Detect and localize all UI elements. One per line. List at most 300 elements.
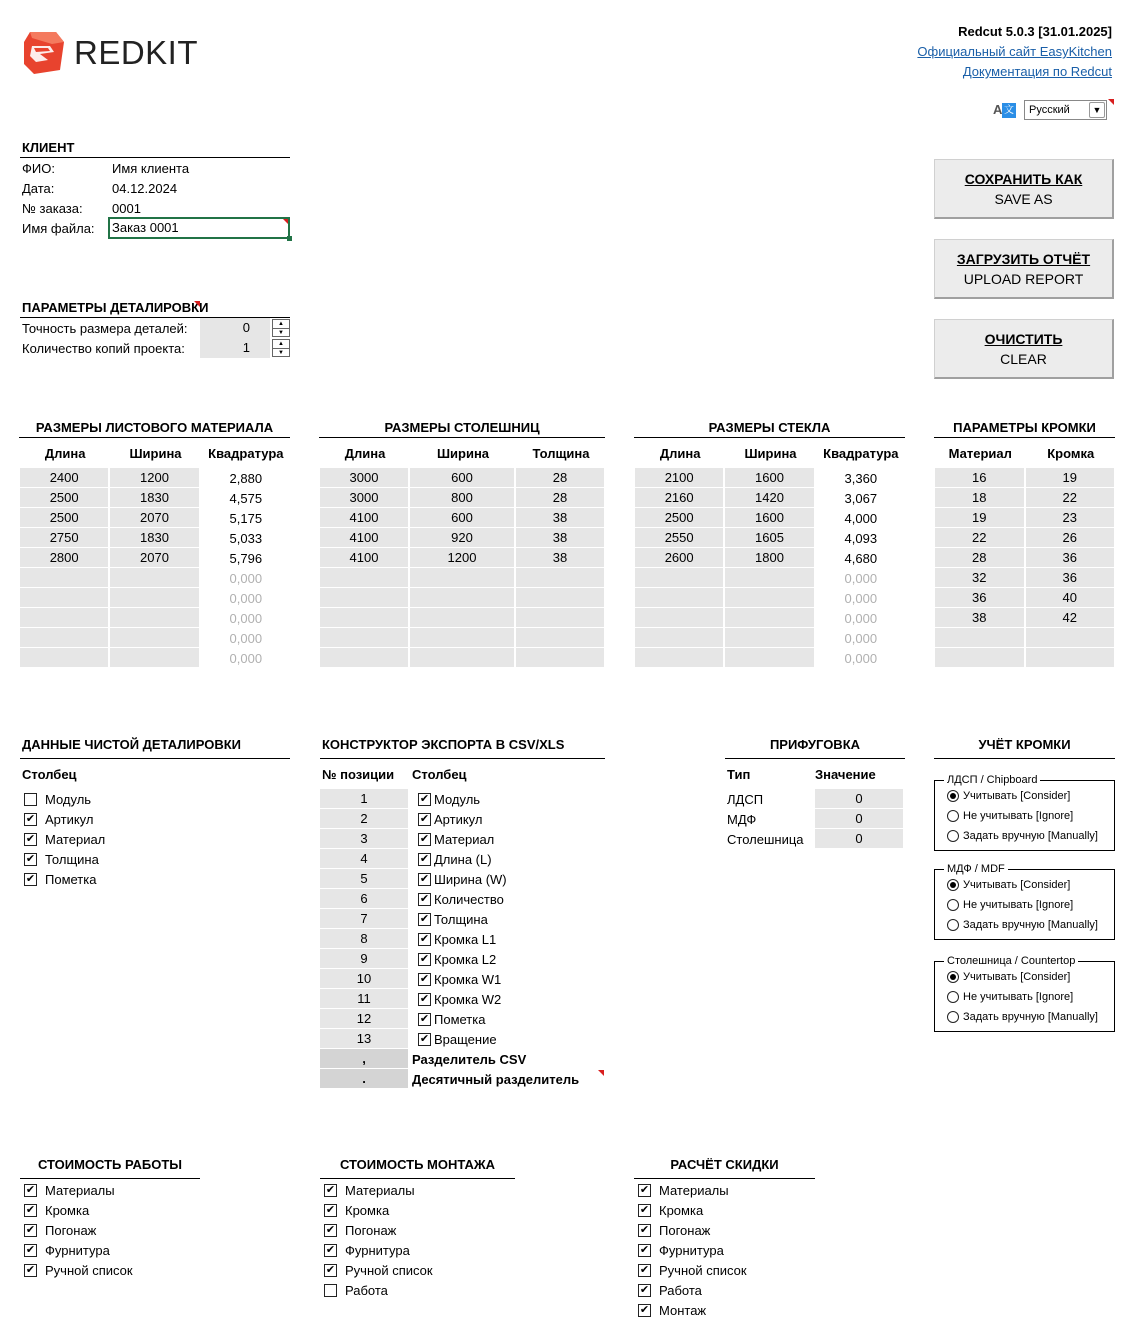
table-cell[interactable]	[320, 628, 410, 648]
table-cell[interactable]	[20, 588, 110, 608]
header-column: Столбец	[412, 767, 467, 782]
position-cell[interactable]: 6	[320, 889, 408, 909]
clear-button[interactable]	[934, 319, 1114, 379]
table-cell[interactable]: 1600	[725, 468, 815, 488]
table-row	[320, 468, 606, 488]
table-cell[interactable]: 1830	[110, 488, 200, 508]
export-row	[320, 1029, 605, 1049]
checkbox-checked-icon[interactable]: ✔	[25, 1263, 36, 1276]
label: № заказа:	[22, 200, 83, 216]
table-cell[interactable]: 2550	[635, 528, 725, 548]
export-checkbox[interactable]	[418, 852, 492, 867]
label: Имя файла:	[22, 220, 95, 236]
table-cell[interactable]: 36	[1026, 568, 1117, 588]
table-cell[interactable]: 2500	[20, 488, 110, 508]
table-row	[935, 628, 1116, 648]
export-checkbox[interactable]	[418, 912, 488, 927]
button-label-en: SAVE AS	[994, 190, 1053, 207]
export-checkbox[interactable]	[418, 792, 480, 807]
table-cell[interactable]	[516, 568, 606, 588]
table-cell[interactable]: 22	[935, 528, 1026, 548]
table-cell[interactable]: 2600	[635, 548, 725, 568]
table-row	[935, 508, 1116, 528]
table-cell[interactable]	[516, 608, 606, 628]
checkbox-checked-icon[interactable]: ✔	[25, 1203, 36, 1216]
checkbox-item[interactable]	[324, 1200, 515, 1220]
table-row	[20, 548, 291, 568]
table-row	[935, 488, 1116, 508]
position-cell[interactable]: 13	[320, 1029, 408, 1049]
spin-down-icon[interactable]: ▼	[278, 330, 284, 336]
checkbox-checked-icon[interactable]: ✔	[419, 1012, 430, 1025]
checkbox-checked-icon[interactable]: ✔	[25, 812, 36, 825]
checkbox-checked-icon[interactable]: ✔	[419, 952, 430, 965]
table-cell[interactable]: 4100	[320, 528, 410, 548]
checkbox-item[interactable]	[324, 1280, 515, 1300]
filename-value: Заказ 0001	[112, 220, 179, 235]
table-cell[interactable]: 2160	[635, 488, 725, 508]
checkbox-item[interactable]	[638, 1260, 815, 1280]
edge-params-section	[934, 420, 1115, 668]
checkbox-checked-icon[interactable]: ✔	[25, 1183, 36, 1196]
radio-option[interactable]	[947, 967, 1114, 987]
radio-label: Не учитывать [Ignore]	[963, 899, 1074, 911]
checkbox-item[interactable]	[24, 1240, 200, 1260]
checkbox-label: Материалы	[659, 1182, 729, 1198]
table-cell[interactable]: 1830	[110, 528, 200, 548]
table-cell[interactable]	[110, 608, 200, 628]
checkbox-item[interactable]	[24, 1220, 200, 1240]
table-cell[interactable]: 2070	[110, 548, 200, 568]
table-cell[interactable]	[320, 568, 410, 588]
radio-option[interactable]	[947, 895, 1114, 915]
table-cell[interactable]	[320, 608, 410, 628]
table-cell[interactable]: 1200	[110, 468, 200, 488]
radio-unselected-icon[interactable]	[947, 991, 959, 1003]
checkbox-checked-icon[interactable]: ✔	[639, 1283, 650, 1296]
table-cell: 5,033	[229, 530, 263, 546]
header-value: Значение	[815, 767, 876, 782]
checkbox-unchecked-icon[interactable]	[24, 793, 37, 806]
table-cell[interactable]	[320, 648, 410, 668]
checkbox-checked-icon[interactable]: ✔	[419, 792, 430, 805]
table-cell[interactable]: 2750	[20, 528, 110, 548]
checkbox-label: Кромка	[45, 1202, 90, 1218]
checkbox-checked-icon[interactable]: ✔	[25, 1223, 36, 1236]
table-cell[interactable]: 1605	[725, 528, 815, 548]
position-cell[interactable]: 2	[320, 809, 408, 829]
position-cell[interactable]: 1	[320, 789, 408, 809]
table-cell[interactable]: 23	[1026, 508, 1117, 528]
table-cell[interactable]: 2400	[20, 468, 110, 488]
checkbox-item[interactable]	[24, 789, 290, 809]
order-number-row	[22, 198, 290, 218]
filename-input[interactable]	[108, 217, 290, 239]
countertop-sizes-table	[320, 438, 606, 668]
radio-unselected-icon[interactable]	[947, 1011, 959, 1023]
position-cell[interactable]: 4	[320, 849, 408, 869]
checkbox-item[interactable]	[324, 1180, 515, 1200]
install-cost-section	[320, 1156, 515, 1300]
table-cell[interactable]	[635, 628, 725, 648]
checkbox-item[interactable]	[24, 1260, 200, 1280]
table-cell[interactable]: 600	[410, 468, 516, 488]
sheet-sizes-table	[20, 438, 291, 668]
radio-label: Не учитывать [Ignore]	[963, 991, 1074, 1003]
table-cell[interactable]	[1026, 628, 1117, 648]
group-legend: МДФ / MDF	[947, 863, 1005, 875]
checkbox-checked-icon[interactable]: ✔	[419, 852, 430, 865]
position-cell[interactable]: 8	[320, 929, 408, 949]
export-checkbox[interactable]	[418, 872, 507, 887]
spin-up-icon[interactable]: ▲	[273, 320, 289, 329]
export-row	[320, 909, 605, 929]
table-row	[20, 568, 291, 588]
table-cell[interactable]: 38	[516, 528, 606, 548]
table-cell[interactable]: 2100	[635, 468, 725, 488]
table-cell[interactable]	[410, 648, 516, 668]
spin-down-icon[interactable]: ▼	[278, 350, 284, 356]
table-cell[interactable]: 16	[935, 468, 1026, 488]
checkbox-checked-icon[interactable]: ✔	[419, 992, 430, 1005]
radio-unselected-icon[interactable]	[947, 919, 959, 931]
radio-label: Учитывать [Consider]	[963, 790, 1071, 802]
checkbox-item[interactable]	[638, 1240, 815, 1260]
checkbox-label: Кромка W2	[434, 991, 502, 1007]
prifugovka-row	[725, 809, 905, 829]
table-cell[interactable]	[20, 628, 110, 648]
header-position: № позиции	[322, 767, 395, 782]
client-section	[20, 140, 290, 238]
column-header: Квадратура	[823, 445, 899, 461]
checkbox-checked-icon[interactable]: ✔	[419, 832, 430, 845]
checkbox-item[interactable]	[24, 1180, 200, 1200]
client-date-value[interactable]: 04.12.2024	[112, 180, 178, 196]
table-cell[interactable]	[725, 648, 815, 668]
position-cell[interactable]: 3	[320, 829, 408, 849]
checkbox-label: Пометка	[45, 871, 97, 887]
checkbox-checked-icon[interactable]: ✔	[325, 1183, 336, 1196]
position-cell[interactable]: 9	[320, 949, 408, 969]
checkbox-item[interactable]	[638, 1280, 815, 1300]
table-cell[interactable]	[935, 648, 1026, 668]
column-header: Ширина	[436, 445, 490, 461]
table-cell[interactable]: 3000	[320, 468, 410, 488]
checkbox-checked-icon[interactable]: ✔	[419, 872, 430, 885]
export-checkbox[interactable]	[418, 1012, 485, 1027]
table-cell[interactable]: 26	[1026, 528, 1117, 548]
table-cell[interactable]	[635, 568, 725, 588]
checkbox-label: Работа	[659, 1282, 702, 1298]
value-cell[interactable]: 0	[815, 809, 903, 829]
fill-handle[interactable]	[287, 236, 292, 241]
upload-report-button[interactable]	[934, 239, 1114, 299]
table-cell[interactable]: 36	[935, 588, 1026, 608]
table-cell[interactable]	[110, 648, 200, 668]
table-cell[interactable]: 1420	[725, 488, 815, 508]
table-cell[interactable]	[516, 588, 606, 608]
checkbox-item[interactable]	[638, 1180, 815, 1200]
table-cell[interactable]: 28	[516, 468, 606, 488]
table-cell[interactable]: 800	[410, 488, 516, 508]
export-checkbox[interactable]	[418, 812, 482, 827]
table-cell[interactable]: 920	[410, 528, 516, 548]
table-cell[interactable]	[410, 628, 516, 648]
export-checkbox[interactable]	[418, 832, 494, 847]
edge-group	[934, 774, 1115, 851]
table-cell[interactable]: 600	[410, 508, 516, 528]
filename-row	[22, 218, 290, 238]
table-cell[interactable]: 28	[935, 548, 1026, 568]
checkbox-checked-icon[interactable]: ✔	[25, 1243, 36, 1256]
separator-label: Десятичный разделитель	[412, 1071, 580, 1087]
checkbox-checked-icon[interactable]: ✔	[25, 872, 36, 885]
client-date-row	[22, 178, 290, 198]
language-dropdown[interactable]	[1024, 100, 1107, 120]
table-header-row	[20, 438, 291, 468]
table-cell[interactable]: 22	[1026, 488, 1117, 508]
button-label-ru: ЗАГРУЗИТЬ ОТЧЁТ	[956, 250, 1091, 267]
table-cell[interactable]: 38	[935, 608, 1026, 628]
checkbox-label: Кромка L2	[434, 951, 497, 967]
language-value: Русский	[1029, 104, 1070, 116]
table-row	[935, 568, 1116, 588]
chevron-down-icon[interactable]: ▼	[1089, 102, 1105, 118]
table-cell[interactable]: 2800	[20, 548, 110, 568]
separator-value[interactable]: ,	[320, 1049, 408, 1069]
table-cell[interactable]	[410, 568, 516, 588]
export-checkbox[interactable]	[418, 972, 501, 987]
export-row	[320, 949, 605, 969]
export-builder-title: КОНСТРУКТОР ЭКСПОРТА В CSV/XLS	[320, 736, 605, 759]
checkbox-item[interactable]	[638, 1200, 815, 1220]
table-cell[interactable]	[20, 648, 110, 668]
table-cell[interactable]: 4100	[320, 548, 410, 568]
checkbox-checked-icon[interactable]: ✔	[639, 1303, 650, 1316]
prifugovka-headers	[725, 759, 905, 789]
link-documentation[interactable]: Документация по Redcut	[962, 64, 1112, 79]
table-cell[interactable]: 1200	[410, 548, 516, 568]
checkbox-item[interactable]	[638, 1220, 815, 1240]
checkbox-label: Фурнитура	[45, 1242, 110, 1258]
table-cell[interactable]	[725, 608, 815, 628]
radio-option[interactable]	[947, 826, 1114, 846]
label: ФИО:	[22, 160, 55, 176]
radio-selected-icon[interactable]	[947, 790, 959, 802]
separator-label: Разделитель CSV	[412, 1051, 527, 1067]
table-cell: 5,175	[229, 510, 263, 526]
table-cell[interactable]: 1600	[725, 508, 815, 528]
checkbox-checked-icon[interactable]: ✔	[325, 1243, 336, 1256]
table-cell[interactable]	[635, 648, 725, 668]
export-row	[320, 889, 605, 909]
table-cell[interactable]	[110, 588, 200, 608]
table-cell[interactable]: 42	[1026, 608, 1117, 628]
table-row	[935, 468, 1116, 488]
separator-row	[320, 1049, 605, 1069]
checkbox-checked-icon[interactable]: ✔	[325, 1203, 336, 1216]
export-checkbox[interactable]	[418, 892, 504, 907]
table-row	[635, 608, 906, 628]
table-cell[interactable]: 38	[516, 548, 606, 568]
table-cell[interactable]	[320, 588, 410, 608]
checkbox-label: Вращение	[434, 1031, 497, 1047]
checkbox-label: Материал	[45, 831, 106, 847]
order-number-value[interactable]: 0001	[112, 200, 141, 216]
checkbox-unchecked-icon[interactable]	[324, 1284, 337, 1297]
radio-unselected-icon[interactable]	[947, 810, 959, 822]
checkbox-checked-icon[interactable]: ✔	[639, 1263, 650, 1276]
table-cell[interactable]	[725, 588, 815, 608]
checkbox-checked-icon[interactable]: ✔	[419, 1032, 430, 1045]
link-easykitchen[interactable]: Официальный сайт EasyKitchen	[917, 44, 1112, 59]
table-cell: 4,575	[229, 490, 263, 506]
table-cell[interactable]	[20, 608, 110, 628]
checkbox-checked-icon[interactable]: ✔	[25, 832, 36, 845]
table-cell[interactable]	[635, 608, 725, 628]
table-cell[interactable]	[110, 568, 200, 588]
table-row	[635, 588, 906, 608]
checkbox-checked-icon[interactable]: ✔	[419, 972, 430, 985]
position-cell[interactable]: 5	[320, 869, 408, 889]
table-cell[interactable]	[725, 628, 815, 648]
table-cell[interactable]: 38	[516, 508, 606, 528]
table-cell[interactable]	[516, 628, 606, 648]
discount-section	[634, 1156, 815, 1320]
export-row	[320, 789, 605, 809]
table-cell: 4,680	[844, 550, 878, 566]
radio-option[interactable]	[947, 786, 1114, 806]
checkbox-checked-icon[interactable]: ✔	[325, 1223, 336, 1236]
table-cell[interactable]: 1800	[725, 548, 815, 568]
prifugovka-title: ПРИФУГОВКА	[725, 736, 905, 759]
checkbox-checked-icon[interactable]: ✔	[25, 852, 36, 865]
value-cell[interactable]: 0	[815, 789, 903, 809]
comment-indicator-icon	[283, 219, 288, 224]
table-cell[interactable]: 18	[935, 488, 1026, 508]
table-cell[interactable]	[20, 568, 110, 588]
export-checkbox[interactable]	[418, 1032, 497, 1047]
checkbox-checked-icon[interactable]: ✔	[639, 1183, 650, 1196]
copies-value[interactable]: 1	[200, 338, 270, 358]
table-header-row	[320, 438, 606, 468]
label: Количество копий проекта:	[22, 340, 185, 356]
checkbox-item[interactable]	[24, 869, 290, 889]
checkbox-checked-icon[interactable]: ✔	[419, 812, 430, 825]
export-checkbox[interactable]	[418, 932, 496, 947]
export-headers	[320, 759, 605, 789]
radio-option[interactable]	[947, 987, 1114, 1007]
radio-option[interactable]	[947, 875, 1114, 895]
checkbox-checked-icon[interactable]: ✔	[639, 1203, 650, 1216]
checkbox-label: Материал	[434, 831, 495, 847]
table-cell[interactable]: 28	[516, 488, 606, 508]
radio-option[interactable]	[947, 915, 1114, 935]
table-row	[635, 568, 906, 588]
position-cell[interactable]: 12	[320, 1009, 408, 1029]
export-row	[320, 969, 605, 989]
table-cell[interactable]	[635, 588, 725, 608]
separator-value[interactable]: .	[320, 1069, 408, 1089]
client-name-value[interactable]: Имя клиента	[112, 160, 190, 176]
checkbox-item[interactable]	[324, 1260, 515, 1280]
radio-option[interactable]	[947, 806, 1114, 826]
button-label-en: UPLOAD REPORT	[963, 270, 1084, 287]
table-cell[interactable]: 4100	[320, 508, 410, 528]
table-cell[interactable]: 32	[935, 568, 1026, 588]
table-cell[interactable]	[410, 608, 516, 628]
precision-spinner[interactable]	[272, 319, 290, 337]
copies-spinner[interactable]	[272, 339, 290, 357]
checkbox-checked-icon[interactable]: ✔	[325, 1263, 336, 1276]
precision-value[interactable]: 0	[200, 318, 270, 338]
comment-indicator-icon	[194, 301, 200, 307]
table-row	[635, 548, 906, 568]
export-checkbox[interactable]	[418, 952, 496, 967]
radio-selected-icon[interactable]	[947, 971, 959, 983]
table-cell: 2,880	[229, 470, 263, 486]
table-row	[20, 468, 291, 488]
version-label: Redcut 5.0.3 [31.01.2025]	[958, 24, 1112, 39]
checkbox-checked-icon[interactable]: ✔	[419, 932, 430, 945]
table-row	[935, 588, 1116, 608]
work-cost-list	[20, 1179, 200, 1280]
table-cell[interactable]	[725, 568, 815, 588]
checkbox-item[interactable]	[24, 849, 290, 869]
radio-unselected-icon[interactable]	[947, 899, 959, 911]
checkbox-item[interactable]	[24, 829, 290, 849]
work-cost-section	[20, 1156, 200, 1280]
table-cell[interactable]: 40	[1026, 588, 1117, 608]
checkbox-item[interactable]	[324, 1240, 515, 1260]
checkbox-item[interactable]	[24, 809, 290, 829]
radio-unselected-icon[interactable]	[947, 830, 959, 842]
checkbox-item[interactable]	[638, 1300, 815, 1320]
radio-option[interactable]	[947, 1007, 1114, 1027]
checkbox-checked-icon[interactable]: ✔	[419, 892, 430, 905]
table-cell: 0,000	[229, 590, 263, 606]
table-cell[interactable]	[410, 588, 516, 608]
table-cell[interactable]	[935, 628, 1026, 648]
checkbox-checked-icon[interactable]: ✔	[419, 912, 430, 925]
table-cell[interactable]: 2500	[635, 508, 725, 528]
position-cell[interactable]: 11	[320, 989, 408, 1009]
button-label-ru: ОЧИСТИТЬ	[984, 330, 1063, 347]
table-cell[interactable]	[1026, 648, 1117, 668]
table-cell[interactable]	[516, 648, 606, 668]
value-cell[interactable]: 0	[815, 829, 903, 849]
table-cell[interactable]	[110, 628, 200, 648]
position-cell[interactable]: 10	[320, 969, 408, 989]
radio-selected-icon[interactable]	[947, 879, 959, 891]
table-cell[interactable]: 19	[1026, 468, 1117, 488]
position-cell[interactable]: 7	[320, 909, 408, 929]
glass-sizes-table	[635, 438, 906, 668]
table-cell[interactable]: 19	[935, 508, 1026, 528]
save-as-button[interactable]	[934, 159, 1114, 219]
table-cell[interactable]: 2500	[20, 508, 110, 528]
table-cell[interactable]: 3000	[320, 488, 410, 508]
table-row	[20, 608, 291, 628]
checkbox-item[interactable]	[24, 1200, 200, 1220]
export-checkbox[interactable]	[418, 992, 501, 1007]
checkbox-checked-icon[interactable]: ✔	[639, 1223, 650, 1236]
checkbox-checked-icon[interactable]: ✔	[639, 1243, 650, 1256]
table-cell[interactable]: 36	[1026, 548, 1117, 568]
spin-up-icon[interactable]: ▲	[273, 340, 289, 349]
checkbox-item[interactable]	[324, 1220, 515, 1240]
table-cell[interactable]: 2070	[110, 508, 200, 528]
